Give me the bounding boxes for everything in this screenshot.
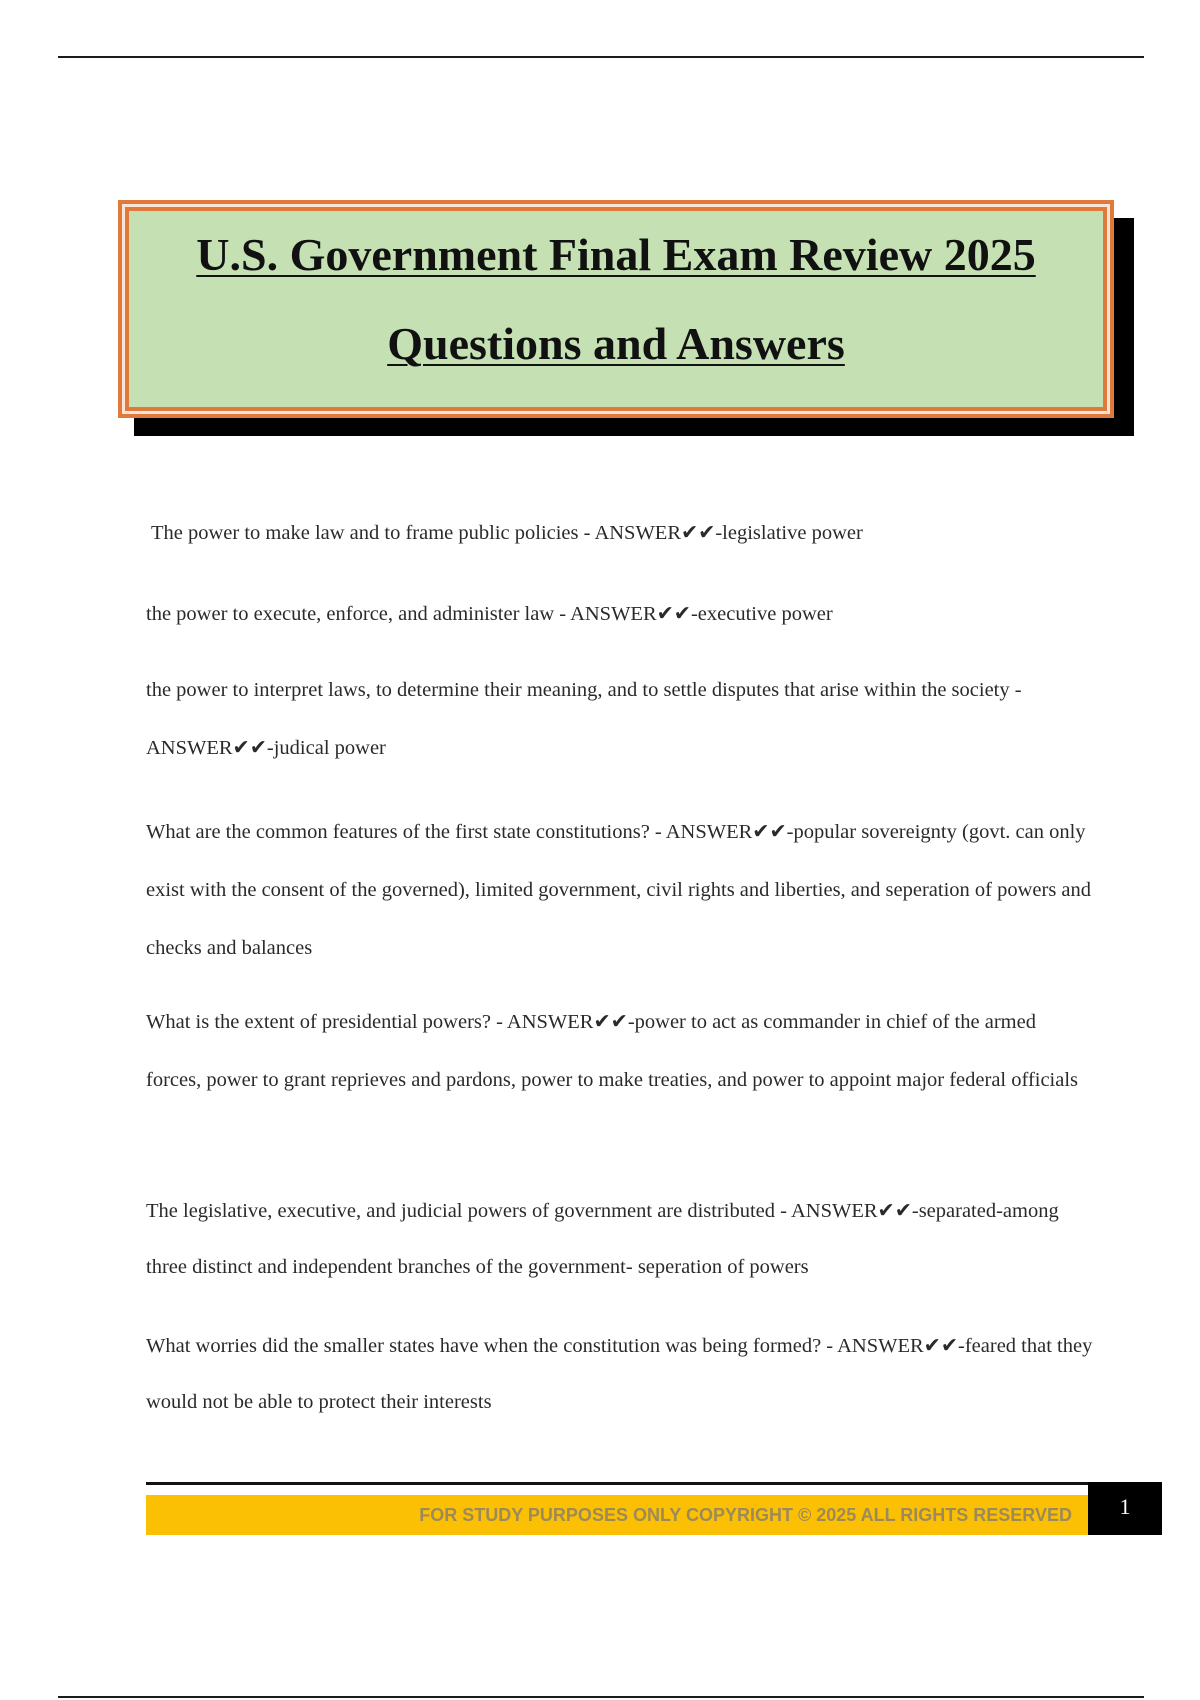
- bottom-rule: [58, 1696, 1144, 1698]
- footer-rule: [146, 1482, 1088, 1485]
- qa-item: the power to execute, enforce, and administer law - ANSWER✔✔-executive power: [146, 603, 833, 625]
- qa-item: the power to interpret laws, to determine their meaning, and to settle disputes that arise within the society - ANSWER✔✔-judical power: [146, 679, 1022, 759]
- copyright-notice: FOR STUDY PURPOSES ONLY COPYRIGHT © 2025 ALL RIGHTS RESERVED: [146, 1495, 1088, 1535]
- top-rule: [58, 56, 1144, 58]
- qa-item: The power to make law and to frame public policies - ANSWER✔✔-legislative power: [151, 522, 863, 544]
- document-subtitle: Questions and Answers: [387, 318, 845, 369]
- document-title: U.S. Government Final Exam Review 2025: [196, 229, 1036, 280]
- qa-item: What is the extent of presidential powers? - ANSWER✔✔-power to act as commander in chief of the armed forces, power to grant reprieves and pardons, power to make treaties, and power to appoint major federal officials: [146, 1011, 1079, 1091]
- title-box: [118, 200, 1114, 418]
- qa-item: What worries did the smaller states have when the constitution was being formed? - ANSWER✔✔-feared that they would not be able to protect their interests: [146, 1335, 1093, 1413]
- qa-item: The legislative, executive, and judicial powers of government are distributed - ANSWER✔✔-separated-among three distinct and independent branches of the government- seperation of powers: [146, 1200, 1059, 1278]
- page-number: 1: [1088, 1482, 1162, 1535]
- qa-item: What are the common features of the first state constitutions? - ANSWER✔✔-popular sovereignty (govt. can only exist with the consent of the governed), limited government, civil rights and liberties, and seperation of powers and checks and balances: [146, 821, 1092, 959]
